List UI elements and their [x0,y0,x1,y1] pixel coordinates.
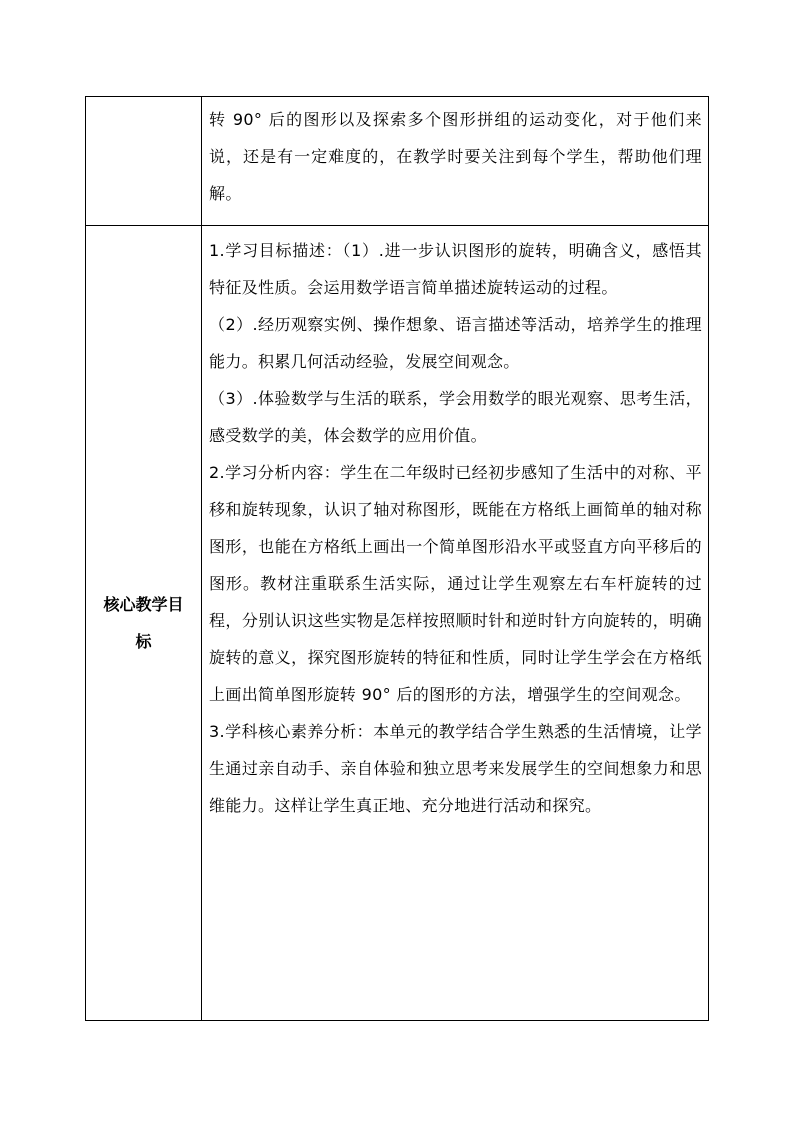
row-content-cell [202,97,709,226]
table-row-continued [86,97,709,226]
objective-description-paragraph: 1.学习目标描述：（1）.进一步认识图形的旋转，明确含义，感悟其特征及性质。会运用数学语言简单描述旋转运动的过程。 [209,241,702,297]
content-analysis-paragraph: 2.学习分析内容：学生在二年级时已经初步感知了生活中的对称、平移和旋转现象，认识了轴对称图形，既能在方格纸上画简单的轴对称图形，也能在方格纸上画出一个简单图形沿水平或竖直方向平移后的图形。教材注重联系生活实际，通过让学生观察左右车杆旋转的过程，分别认识这些实物是怎样按照顺时针和逆时针方向旋转的，明确旋转的意义，探究图形旋转的特征和性质，同时让学生学会在方格纸上画出简单图形旋转 90° 后的图形的方法，增强学生的空间观念。 [209,463,702,704]
objective-3-paragraph: （3）.体验数学与生活的联系，学会用数学的眼光观察、思考生活，感受数学的美，体会数学的应用价值。 [209,389,702,445]
table-row-core-objectives [86,226,709,1021]
objective-2-paragraph: （2）.经历观察实例、操作想象、语言描述等活动，培养学生的推理能力。积累几何活动经验，发展空间观念。 [209,315,702,371]
content-paragraph: 转 90° 后的图形以及探索多个图形拼组的运动变化，对于他们来说，还是有一定难度的，在教学时要关注到每个学生，帮助他们理解。 [209,110,702,203]
row-label-cell-empty [86,97,202,226]
row-label-core-objectives: 核心教学目标 [103,595,184,651]
core-literacy-paragraph: 3.学科核心素养分析：本单元的教学结合学生熟悉的生活情境，让学生通过亲自动手、亲自体验和独立思考来发展学生的空间想象力和思维能力。这样让学生真正地、充分地进行活动和探究。 [209,722,702,815]
row-label-cell [86,226,202,1021]
row-content-cell [202,226,709,1021]
lesson-plan-table [85,96,709,1021]
